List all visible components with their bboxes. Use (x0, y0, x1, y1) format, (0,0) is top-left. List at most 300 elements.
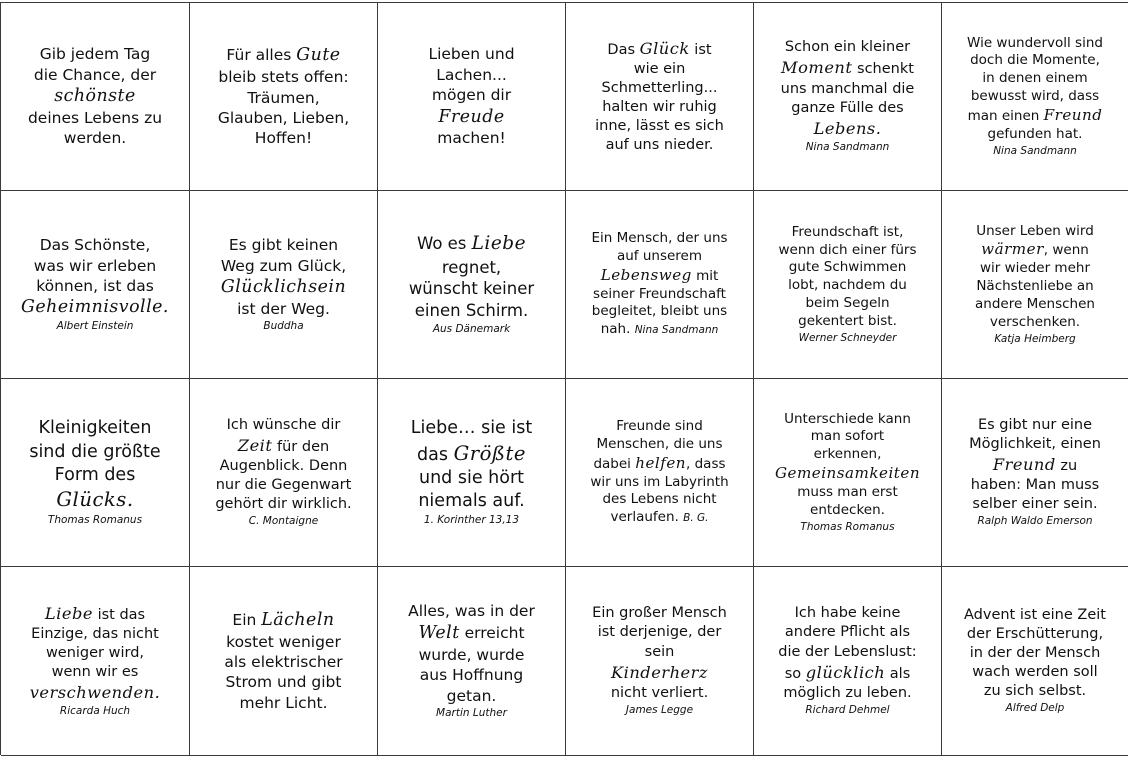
quote-text: die Chance, der (33, 65, 157, 84)
quote-text: wie ein (633, 60, 686, 77)
quote-card (190, 191, 378, 379)
quote-line (418, 622, 524, 645)
quote-line (593, 286, 726, 304)
quote-text: kostet weniger (226, 632, 341, 651)
quote-text: getan. (446, 686, 497, 705)
quote-text: in denen einem (982, 70, 1088, 87)
quote-author: Aus Dänemark (432, 323, 511, 336)
highlighted-word: verschwenden. (29, 683, 161, 703)
highlighted-word: wärmer (981, 240, 1044, 259)
quote-text: ist das (92, 606, 146, 623)
quote-text: beim Segeln (805, 294, 890, 311)
highlighted-word: Liebe (471, 233, 527, 255)
quote-line (218, 108, 349, 128)
quote-text: dabei (593, 455, 636, 472)
quote-text: Schon ein kleiner (784, 39, 911, 56)
quote-text: Form des (54, 464, 136, 485)
quote-line (218, 67, 348, 87)
quote-line (39, 417, 152, 440)
quote-line (432, 85, 511, 105)
quote-text: und sie hört (418, 467, 525, 488)
quote-line (611, 509, 709, 527)
quote-line (247, 88, 319, 108)
quote-text: einen Schirm. (414, 301, 529, 321)
quote-author: Ricarda Huch (59, 705, 131, 718)
quote-card (1, 191, 190, 379)
quote-text: Möglichkeit, einen (969, 435, 1101, 452)
quote-card (754, 3, 942, 191)
quote-text: zu (1055, 458, 1078, 475)
quote-author: Thomas Romanus (47, 513, 143, 526)
quote-line (601, 266, 719, 286)
quote-text: andere Pflicht als (784, 624, 911, 641)
quote-line (645, 643, 675, 662)
quote-text: wenn wir es (51, 664, 139, 681)
highlighted-word: Moment (781, 58, 853, 78)
highlighted-word: Kinderherz (611, 662, 708, 682)
quote-card (190, 3, 378, 191)
quote-text: Ich wünsche dir (226, 416, 341, 433)
highlighted-word: Freude (438, 106, 505, 127)
quote-text: aus Hoffnung (419, 666, 524, 685)
quote-line (221, 276, 346, 299)
quote-text: Ein Mensch, der uns (591, 229, 728, 246)
quote-text: Strom und gibt (225, 673, 342, 692)
quote-line (29, 441, 160, 464)
quote-text: mehr Licht. (239, 693, 328, 712)
quote-text: wach werden soll (972, 664, 1098, 681)
quote-text: Hoffen! (254, 129, 313, 148)
quote-text: ist derjenige, der (597, 624, 722, 641)
quote-line (46, 644, 144, 663)
quote-line (438, 106, 504, 129)
quote-line (595, 117, 724, 136)
quote-line (797, 484, 898, 502)
quote-text: mit (691, 267, 719, 284)
quote-text: Ich habe keine (794, 605, 901, 622)
quote-line (967, 625, 1103, 644)
quote-text: Freundschaft ist, (791, 223, 904, 240)
quote-text: auf uns nieder. (605, 137, 714, 154)
quote-line (775, 464, 920, 484)
quote-text: für den (272, 438, 330, 455)
quote-text: man einen (967, 107, 1044, 124)
quote-card (566, 379, 754, 567)
quote-line (442, 257, 501, 279)
quote-line (976, 223, 1094, 241)
quote-text: Einzige, das nicht (31, 625, 159, 642)
quote-text: Advent ist eine Zeit (964, 606, 1106, 623)
quote-text: als (885, 665, 911, 682)
quote-text: gekentert bist. (798, 312, 897, 329)
quote-line (56, 487, 133, 513)
quote-card (1, 3, 190, 191)
quote-text: gute Schwimmen (788, 259, 907, 276)
quote-line (814, 118, 882, 140)
quote-text: Lieben und (428, 45, 515, 64)
quote-text: in der der Mensch (969, 645, 1101, 662)
highlighted-word: Lebensweg (600, 265, 692, 284)
quote-text: inne, lässt es sich (595, 118, 724, 135)
quote-text: Unser Leben wird (976, 222, 1094, 239)
quote-line (785, 38, 910, 57)
quote-card (378, 3, 566, 191)
quote-line (617, 248, 702, 266)
quote-line (795, 604, 901, 623)
quote-text: Freunde sind (616, 417, 703, 434)
quote-line (40, 44, 151, 64)
quote-line (54, 85, 136, 108)
quote-line (592, 303, 727, 321)
quote-line (993, 454, 1077, 476)
quote-text: seiner Freundschaft (593, 285, 726, 302)
quote-text: nah. (600, 321, 635, 338)
quote-text: der Erschütterung, (966, 625, 1104, 642)
quote-line (227, 416, 341, 435)
quote-line (28, 108, 162, 128)
quote-line (811, 428, 884, 446)
quote-text: Gib jedem Tag (39, 45, 151, 64)
quote-line (616, 418, 703, 436)
highlighted-word: Gute (296, 45, 341, 66)
quote-card (942, 567, 1128, 756)
quote-card (754, 191, 942, 379)
quote-author: Nina Sandmann (805, 140, 890, 153)
quote-line (783, 684, 911, 703)
quote-line (611, 662, 708, 684)
quote-text: als elektrischer (224, 653, 343, 671)
quote-text: doch die Momente, (970, 52, 1100, 69)
quote-line (418, 490, 524, 513)
quote-text: gefunden hat. (987, 125, 1083, 142)
quote-line (988, 126, 1083, 144)
quote-line (31, 625, 159, 644)
quote-line (984, 682, 1086, 701)
quote-text: Es gibt nur eine (977, 416, 1093, 433)
quote-line (55, 464, 136, 487)
quote-line (982, 70, 1087, 88)
quote-card (1, 567, 190, 756)
quote-text: möglich zu leben. (783, 684, 912, 701)
quote-line (417, 232, 526, 256)
quote-text: was wir erleben (33, 256, 157, 275)
quote-text: Wie wundervoll sind (967, 34, 1103, 51)
quote-text: , dass (686, 455, 726, 472)
quote-text: lobt, nachdem du (788, 277, 907, 294)
quote-text: verlaufen. (610, 509, 684, 526)
quote-line (785, 662, 911, 684)
quote-text: Ein (232, 610, 262, 629)
quote-line (238, 435, 329, 457)
quote-text: werden. (63, 129, 127, 148)
quote-text: Glauben, Lieben, (217, 108, 350, 127)
quote-text: deines Lebens zu (27, 108, 163, 127)
quote-line (972, 663, 1097, 682)
quote-text: uns manchmal die (780, 80, 915, 97)
quote-text: die der Lebenslust: (778, 643, 917, 660)
quote-text: bleib stets offen: (218, 68, 349, 87)
quote-line (215, 495, 351, 514)
quote-text: weniger wird, (45, 645, 145, 662)
quote-line (220, 457, 348, 476)
quote-line (34, 65, 156, 85)
quote-line (602, 98, 717, 117)
highlighted-word: Zeit (237, 435, 273, 455)
quote-line (990, 314, 1080, 332)
quote-line (785, 623, 910, 642)
quote-text: Schmetterling... (601, 79, 718, 96)
quote-text: des Lebens nicht (602, 491, 717, 508)
quote-text: ganze Fülle des (791, 99, 904, 116)
quote-text: muss man erst (797, 484, 898, 501)
quote-text: Es gibt keinen (228, 236, 339, 255)
quote-line (224, 652, 342, 672)
quote-line (598, 623, 722, 642)
quote-line (592, 604, 727, 623)
quote-line (971, 88, 1099, 106)
quote-author: 1. Korinther 13,13 (423, 513, 520, 526)
quote-line (436, 65, 507, 85)
quote-text: wir uns im Labyrinth (590, 473, 729, 490)
quote-text: wenn dich einer fürs (778, 241, 917, 258)
quote-text: erreicht (459, 623, 525, 642)
quote-card (378, 567, 566, 756)
quote-line (221, 256, 346, 276)
quote-line (411, 417, 532, 440)
quote-text: können, ist das (36, 276, 154, 295)
quote-author: Buddha (263, 320, 304, 333)
quote-line (226, 44, 340, 67)
highlighted-word: Größte (453, 441, 526, 465)
quote-card (566, 191, 754, 379)
quote-line (45, 603, 145, 625)
quote-line (970, 644, 1101, 663)
highlighted-word: helfen (635, 453, 687, 472)
highlighted-word: Gemeinsamkeiten (774, 464, 921, 483)
highlighted-word: Lächeln (261, 609, 335, 630)
quote-card (566, 567, 754, 756)
quote-line (975, 296, 1095, 314)
highlighted-word: Freund (1043, 105, 1103, 124)
highlighted-word: glücklich (805, 662, 886, 682)
quote-line (606, 136, 714, 155)
quote-line (781, 57, 914, 79)
quote-line (21, 296, 169, 319)
quote-text: das (417, 444, 454, 465)
quote-line (601, 321, 719, 339)
quote-line (976, 278, 1093, 296)
quote-author: Katja Heimberg (994, 332, 1076, 345)
quote-line (789, 259, 907, 277)
quote-author: Ralph Waldo Emerson (977, 515, 1093, 528)
highlighted-word: Lebens. (813, 118, 882, 138)
quote-line (419, 467, 524, 490)
quote-text: Weg zum Glück, (220, 256, 347, 275)
quote-text: nur die Gegenwart (215, 477, 352, 494)
quote-line (428, 44, 514, 64)
quote-line (232, 609, 334, 632)
quote-text: niemals auf. (418, 490, 525, 511)
quote-line (980, 260, 1090, 278)
quote-author: Alfred Delp (1005, 702, 1065, 715)
quote-text: bewusst wird, dass (970, 88, 1100, 105)
quote-text: Wo es (416, 234, 472, 254)
quote-text: Träumen, (247, 88, 320, 107)
quote-line (970, 52, 1100, 70)
quote-line (593, 454, 725, 474)
quote-line (596, 436, 722, 454)
quote-text: ist der Weg. (237, 299, 330, 318)
quote-text: begleitet, bleibt uns (591, 303, 728, 320)
quote-text: halten wir ruhig (602, 99, 717, 115)
quote-text: nicht verliert. (610, 684, 709, 701)
quote-text: entdecken. (810, 501, 885, 518)
highlighted-word: Glücks. (56, 487, 134, 511)
quote-line (972, 495, 1097, 514)
quote-line (778, 643, 916, 662)
highlighted-word: Glück (639, 38, 690, 58)
highlighted-word: schönste (54, 86, 136, 107)
highlighted-word: Welt (418, 622, 460, 643)
quote-text: selber einer sein. (972, 496, 1098, 513)
quote-line (419, 645, 525, 665)
quote-text: wünscht keiner (408, 279, 535, 299)
quote-author: Thomas Romanus (800, 520, 895, 533)
quote-line (805, 295, 889, 313)
quote-text: ist (689, 41, 712, 58)
quote-card (942, 191, 1128, 379)
quote-line (814, 446, 882, 464)
quote-line (968, 106, 1103, 126)
quote-line (415, 300, 528, 322)
quote-text: andere Menschen (975, 296, 1095, 313)
quote-card (566, 3, 754, 191)
quote-line (634, 60, 686, 79)
quote-author: Richard Dehmel (805, 703, 890, 716)
quote-line (967, 35, 1103, 53)
quote-line (437, 128, 506, 148)
quote-line (779, 242, 917, 260)
quote-text: wir wieder mehr (979, 260, 1090, 277)
quote-text: , wenn (1043, 242, 1089, 259)
quote-text: Kleinigkeiten (38, 418, 152, 439)
quote-text: erkennen, (813, 446, 882, 463)
highlighted-word: Geheimnisvolle. (21, 297, 169, 318)
quote-text: Das Schönste, (39, 236, 151, 255)
quote-text: mögen dir (431, 86, 512, 105)
quote-line (64, 128, 126, 148)
quote-card (378, 379, 566, 567)
quote-line (36, 276, 154, 296)
quote-text: gehört dir wirklich. (215, 496, 352, 513)
quote-line (971, 476, 1100, 495)
highlighted-word: Freund (992, 455, 1056, 475)
quote-line (409, 278, 534, 300)
quote-text: man sofort (810, 428, 885, 445)
quote-line (52, 663, 139, 682)
quote-text: verschenken. (989, 313, 1081, 330)
quote-text: zu sich selbst. (983, 683, 1087, 700)
quote-author: Nina Sandmann (993, 144, 1077, 157)
quote-line (408, 601, 535, 621)
quote-card (754, 567, 942, 756)
quote-text: Für alles (226, 46, 297, 65)
quote-line (781, 80, 915, 99)
quote-text: machen! (437, 129, 506, 148)
quote-card (378, 191, 566, 379)
quote-card-grid (0, 2, 1128, 755)
quote-line (226, 632, 341, 652)
quote-line (788, 277, 907, 295)
quote-line (226, 672, 342, 692)
quote-author: Nina Sandmann (634, 324, 719, 337)
quote-text: so (784, 665, 806, 682)
quote-line (602, 491, 716, 509)
quote-line (40, 235, 151, 255)
quote-line (417, 441, 526, 467)
quote-card (1, 379, 190, 567)
quote-author: C. Montaigne (248, 515, 319, 528)
quote-card (190, 567, 378, 756)
quote-text: haben: Man muss (970, 477, 1100, 494)
quote-line (229, 235, 338, 255)
quote-line (591, 230, 727, 248)
highlighted-word: Liebe (44, 603, 93, 623)
quote-text: regnet, (441, 257, 502, 277)
quote-line (30, 682, 161, 704)
quote-text: sein (644, 643, 675, 660)
quote-text: schenkt (852, 61, 914, 78)
quote-text: Alles, was in der (408, 602, 535, 621)
quote-line (216, 476, 352, 495)
quote-text: sind die größte (29, 441, 161, 462)
quote-card (942, 379, 1128, 567)
quote-text: Das (607, 41, 640, 58)
quote-line (420, 665, 523, 685)
quote-line (791, 99, 903, 118)
highlighted-word: Glücklichsein (220, 276, 347, 297)
quote-author: B. G. (683, 512, 709, 525)
quote-author: Martin Luther (436, 707, 507, 720)
quote-card (754, 379, 942, 567)
quote-text: Ein großer Mensch (592, 605, 727, 622)
quote-author: James Legge (625, 703, 694, 716)
quote-text: Lachen... (436, 65, 507, 84)
quote-author: Werner Schneyder (798, 331, 897, 344)
quote-text: auf unserem (616, 247, 703, 264)
quote-line (34, 256, 156, 276)
quote-text: Menschen, die uns (596, 435, 723, 452)
quote-line (239, 693, 327, 713)
quote-author: Albert Einstein (56, 320, 134, 333)
quote-line (237, 299, 330, 319)
quote-text: Nächstenliebe an (976, 278, 1094, 295)
quote-card (942, 3, 1128, 191)
quote-line (611, 684, 708, 703)
quote-line (798, 313, 897, 331)
quote-line (981, 240, 1089, 260)
quote-line (602, 79, 718, 98)
quote-line (607, 38, 711, 60)
quote-line (964, 606, 1106, 625)
quote-line (810, 502, 885, 520)
quote-line (792, 224, 904, 242)
quote-line (590, 474, 728, 492)
quote-line (255, 128, 312, 148)
quote-line (447, 686, 497, 706)
quote-card (190, 379, 378, 567)
quote-line (784, 411, 911, 429)
